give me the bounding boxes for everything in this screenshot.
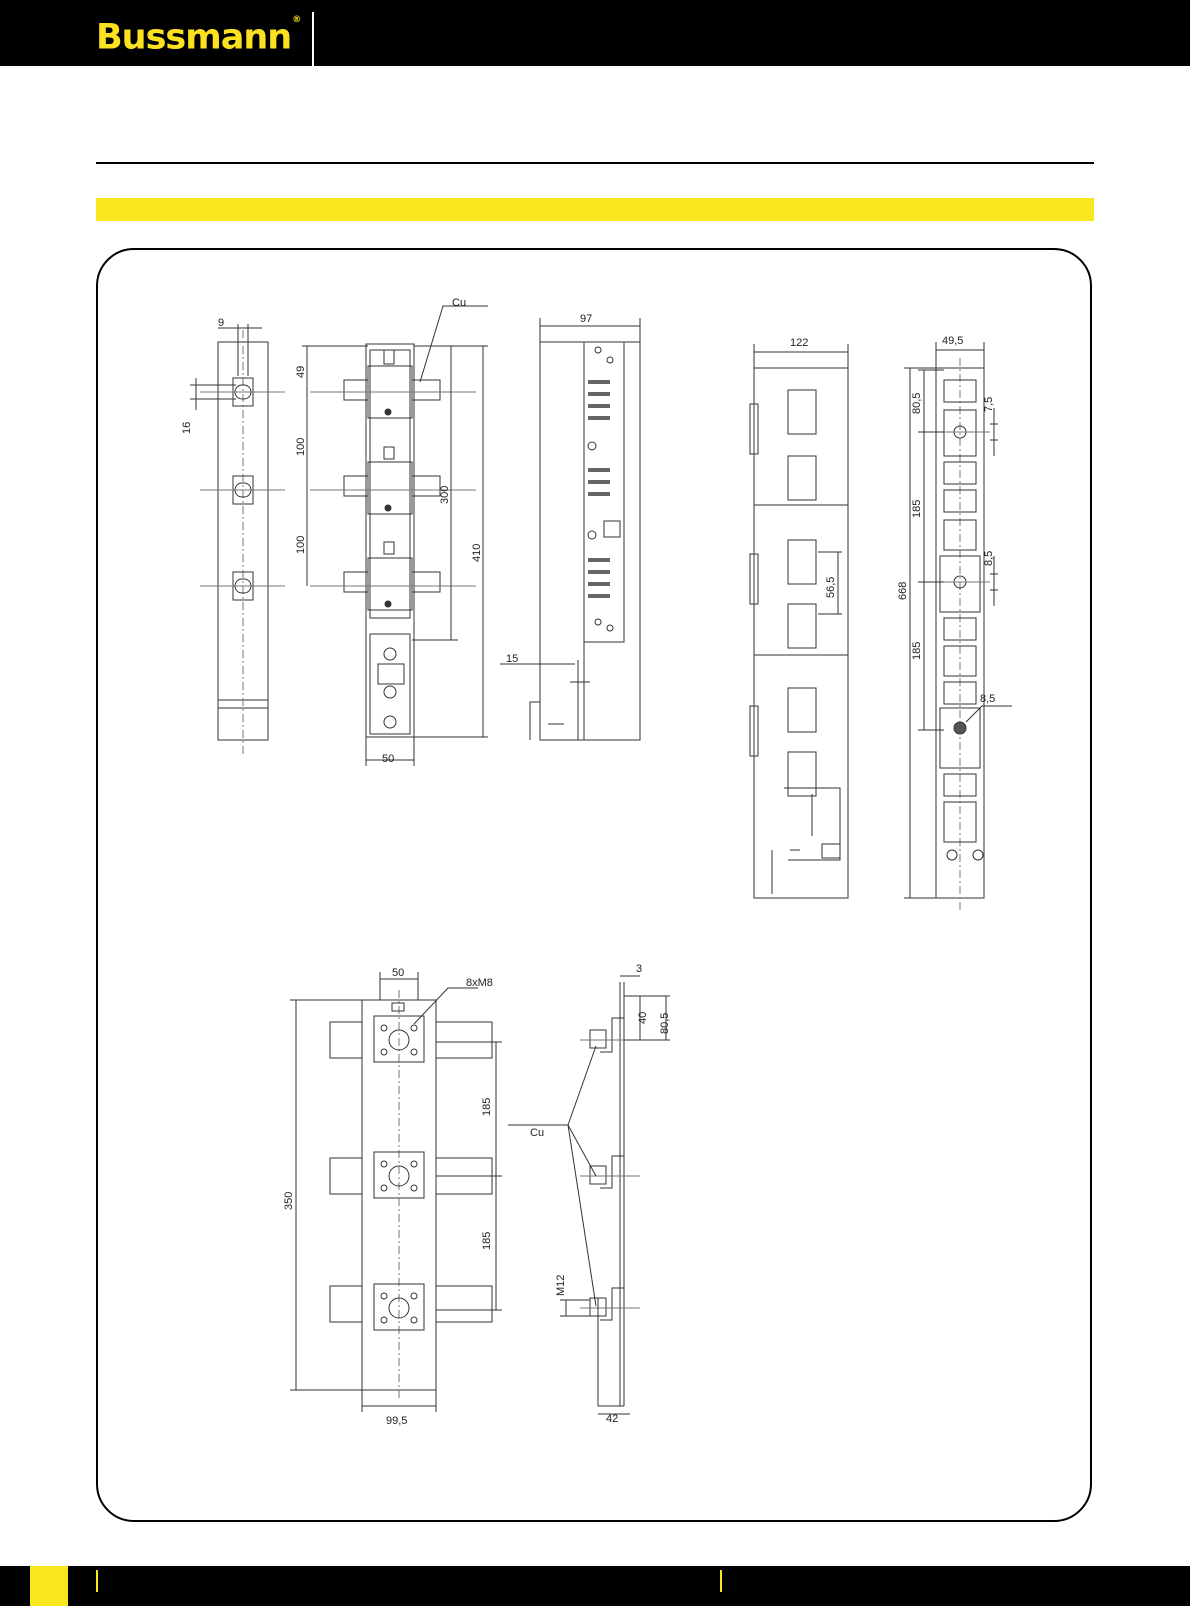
dim-56-5: 56,5 bbox=[825, 576, 837, 598]
registered-mark: ® bbox=[292, 15, 301, 25]
dim-97: 97 bbox=[580, 313, 593, 325]
dim-185-d: 185 bbox=[481, 1231, 493, 1250]
dim-42: 42 bbox=[606, 1413, 619, 1425]
dim-50-bottom: 50 bbox=[392, 967, 405, 979]
label-cu-top: Cu bbox=[452, 297, 467, 309]
view-side-bar bbox=[190, 324, 285, 755]
dim-80-5-top: 80,5 bbox=[911, 392, 923, 414]
footer-yellow-tab bbox=[30, 1566, 68, 1606]
dim-7-5: 7,5 bbox=[983, 396, 995, 412]
dim-100-a: 100 bbox=[295, 437, 307, 456]
dim-100-b: 100 bbox=[295, 535, 307, 554]
dim-410: 410 bbox=[471, 543, 483, 562]
footer-divider-left bbox=[96, 1570, 98, 1592]
dim-80-5-side: 80,5 bbox=[659, 1012, 671, 1034]
dim-668: 668 bbox=[897, 581, 909, 600]
dim-40: 40 bbox=[637, 1011, 649, 1024]
view-busbar-plate bbox=[290, 972, 502, 1412]
dim-16: 16 bbox=[181, 421, 193, 434]
dim-50-top: 50 bbox=[382, 753, 395, 765]
view-tall-front bbox=[904, 342, 1012, 910]
label-cu-bottom: Cu bbox=[530, 1127, 545, 1139]
view-busbar-side bbox=[508, 976, 670, 1414]
label-m12: M12 bbox=[555, 1274, 567, 1296]
dim-350: 350 bbox=[283, 1191, 295, 1210]
dim-185-b: 185 bbox=[911, 641, 923, 660]
dim-9: 9 bbox=[218, 317, 225, 329]
dim-49-5: 49,5 bbox=[942, 335, 964, 347]
dim-122: 122 bbox=[790, 337, 809, 349]
dim-185-c: 185 bbox=[481, 1097, 493, 1116]
dim-8-5-a: 8,5 bbox=[983, 550, 995, 566]
view-tall-profile bbox=[750, 344, 848, 898]
brand-name: Bussmann bbox=[96, 17, 292, 58]
view-side-profile bbox=[500, 318, 640, 740]
dim-8-5-b: 8,5 bbox=[980, 693, 996, 705]
dim-15: 15 bbox=[506, 653, 519, 665]
footer-bar bbox=[0, 1566, 1190, 1606]
label-8xm8: 8xM8 bbox=[466, 977, 493, 989]
dim-185-a: 185 bbox=[911, 499, 923, 518]
dim-49: 49 bbox=[295, 365, 307, 378]
dim-3: 3 bbox=[636, 963, 643, 975]
footer-divider-right bbox=[720, 1570, 722, 1592]
dim-300: 300 bbox=[439, 485, 451, 504]
view-front-busbars bbox=[302, 306, 488, 766]
dim-99-5: 99,5 bbox=[386, 1415, 408, 1427]
